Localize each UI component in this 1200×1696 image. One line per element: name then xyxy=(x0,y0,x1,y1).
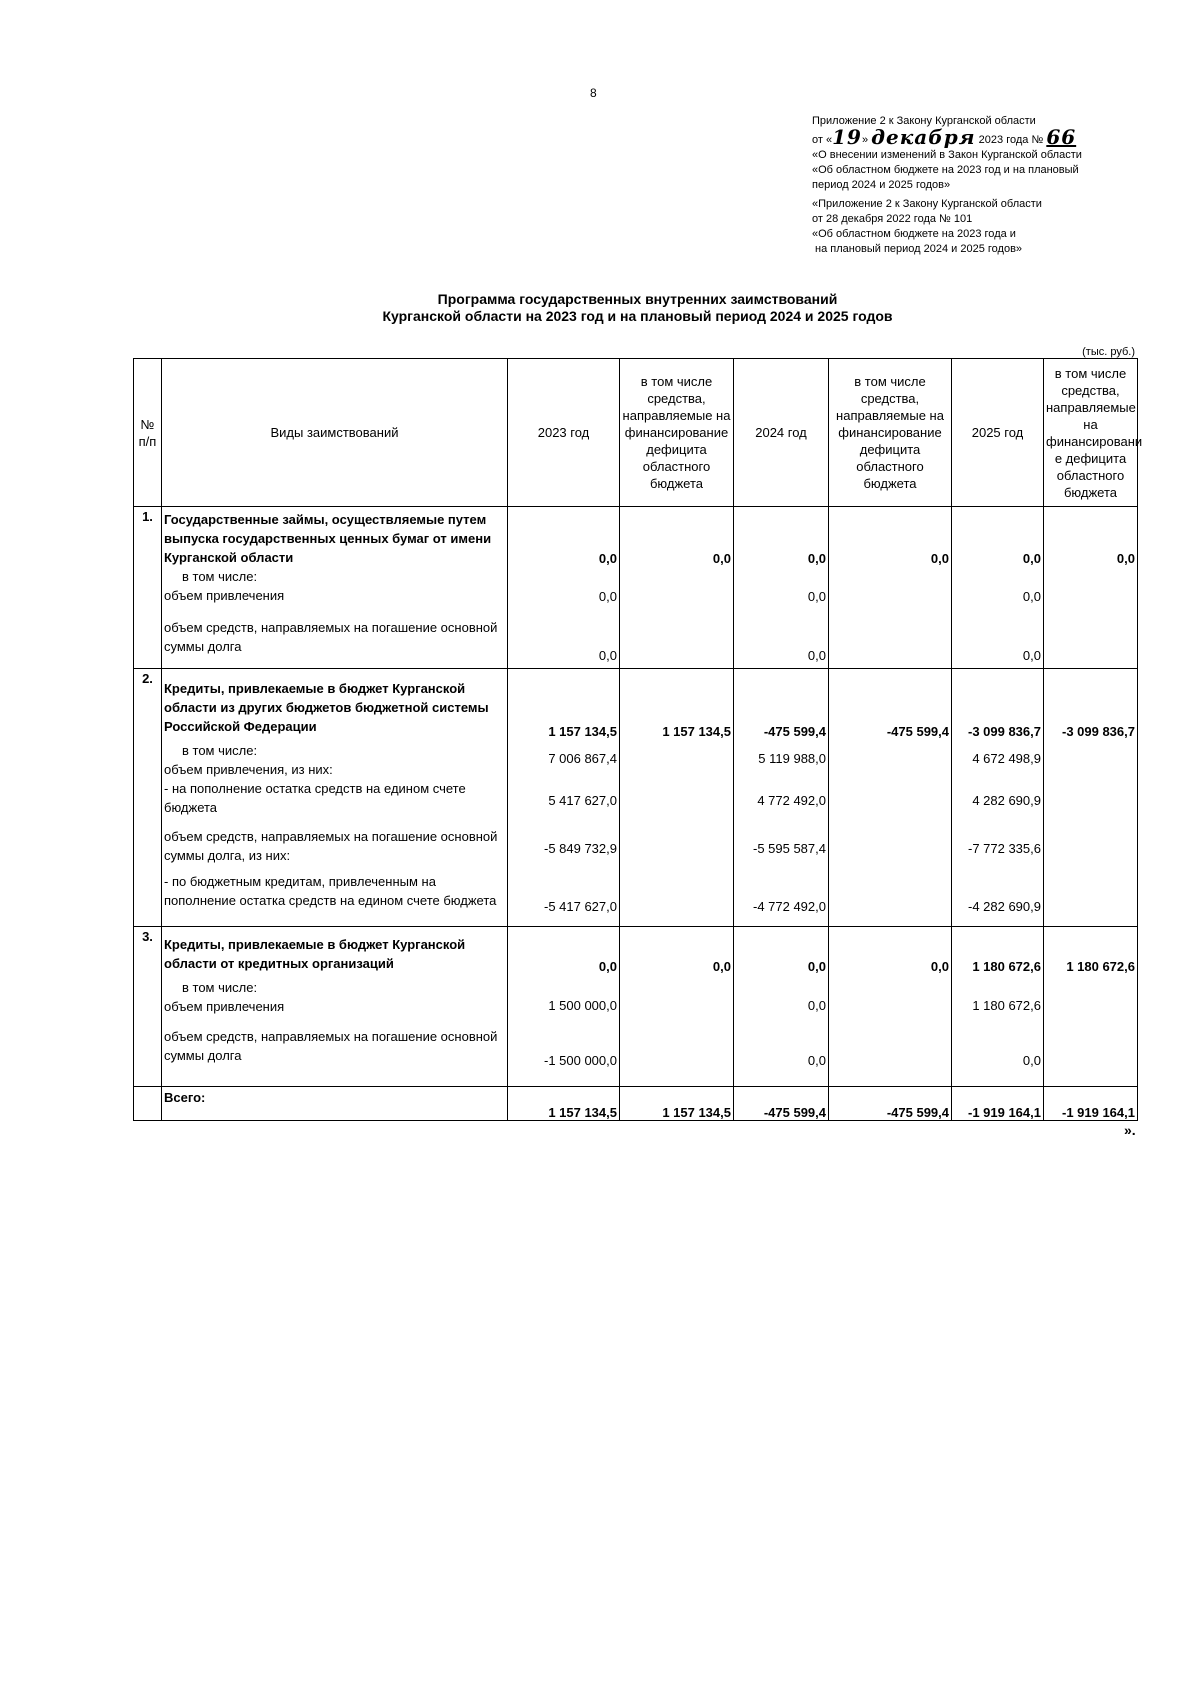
section-3-row-1-label: объем привлечения xyxy=(164,999,285,1014)
section-3-2024 xyxy=(734,927,829,1087)
header-date-prefix: от « xyxy=(812,134,833,146)
section-2-title: Кредиты, привлекаемые в бюджет Курганской области из других бюджетов бюджетной системы Российской Федерации xyxy=(164,681,489,734)
section-2-row-1-2024: 5 119 988,0 xyxy=(758,751,826,766)
section-3-row xyxy=(134,927,1138,1087)
units-label: (тыс. руб.) xyxy=(1082,346,1135,358)
header-line-3: «О внесении изменений в Закон Курганской области xyxy=(812,149,1082,161)
section-3-row-1-2025: 1 180 672,6 xyxy=(972,998,1041,1013)
col-header-2024: 2024 год xyxy=(734,359,829,507)
header-row xyxy=(134,359,1138,507)
section-1-deficit-2023 xyxy=(620,507,734,669)
section-3-total-deficit-2025: 1 180 672,6 xyxy=(1066,959,1135,974)
page-number: 8 xyxy=(590,86,597,100)
section-1-row-1-2025: 0,0 xyxy=(1022,589,1041,604)
section-1-total-2023: 0,0 xyxy=(598,551,617,566)
section-1-number: 1. xyxy=(134,507,162,669)
section-3-row-2-2025: 0,0 xyxy=(1022,1053,1041,1068)
section-1-total-2024: 0,0 xyxy=(807,551,826,566)
section-2-description xyxy=(162,669,508,927)
col-header-2025: 2025 год xyxy=(952,359,1044,507)
section-3-row-2-label: объем средств, направляемых на погашение основной суммы долга xyxy=(164,1029,498,1063)
appendix-header xyxy=(812,114,1082,193)
total-row xyxy=(134,1087,1138,1121)
section-2-row-4-2025: -4 282 690,9 xyxy=(967,899,1041,914)
header-line-2 xyxy=(812,125,1082,149)
section-1-total-deficit-2025: 0,0 xyxy=(1116,551,1135,566)
section-2-deficit-2025 xyxy=(1044,669,1138,927)
section-1-2025 xyxy=(952,507,1044,669)
section-3-row-1-2024: 0,0 xyxy=(807,998,826,1013)
section-2-number: 2. xyxy=(134,669,162,927)
total-label: Всего: xyxy=(162,1087,508,1121)
section-2-total-deficit-2024: -475 599,4 xyxy=(886,724,949,739)
section-3-total-2025: 1 180 672,6 xyxy=(972,959,1041,974)
section-2-row-1-2025: 4 672 498,9 xyxy=(972,751,1041,766)
section-3-row-2-2023: -1 500 000,0 xyxy=(543,1053,617,1068)
section-1-deficit-2024 xyxy=(829,507,952,669)
title-line-1: Программа государственных внутренних заимствований xyxy=(437,291,838,307)
header-line-5: период 2024 и 2025 годов» xyxy=(812,179,951,191)
section-1-row-1-2024: 0,0 xyxy=(807,589,826,604)
section-2-row-2-2025: 4 282 690,9 xyxy=(972,793,1041,808)
col-header-deficit-2025: в том числе средства, направляемые на финансировани е дефицита областного бюджета xyxy=(1044,359,1138,507)
section-2-2023 xyxy=(508,669,620,927)
title-line-2: Курганской области на 2023 год и на плановый период 2024 и 2025 годов xyxy=(382,308,893,324)
section-1-deficit-2025 xyxy=(1044,507,1138,669)
section-1-2024 xyxy=(734,507,829,669)
section-1-total-deficit-2024: 0,0 xyxy=(930,551,949,566)
header-line-1: Приложение 2 к Закону Курганской области xyxy=(812,115,1036,127)
section-1-row-2-2023: 0,0 xyxy=(598,648,617,663)
section-2-incl: в том числе: xyxy=(182,743,258,758)
section-2-total-2024: -475 599,4 xyxy=(763,724,826,739)
header-date-mid: » xyxy=(861,134,869,146)
total-number xyxy=(134,1087,162,1121)
section-3-total-2024: 0,0 xyxy=(807,959,826,974)
section-2-row-3-2023: -5 849 732,9 xyxy=(543,841,617,856)
document-title xyxy=(130,291,1145,325)
total-2025: -1 919 164,1 xyxy=(952,1087,1044,1121)
header-line-8: «Об областном бюджете на 2023 года и xyxy=(812,228,1016,240)
section-1-row-1-2023: 0,0 xyxy=(598,589,617,604)
original-appendix-header xyxy=(812,197,1042,257)
section-2-deficit-2024 xyxy=(829,669,952,927)
handwritten-day: 19 xyxy=(832,125,862,149)
col-header-deficit-2023: в том числе средства, направляемые на финансирование дефицита областного бюджета xyxy=(620,359,734,507)
section-3-deficit-2025 xyxy=(1044,927,1138,1087)
section-3-2025 xyxy=(952,927,1044,1087)
section-3-row-1-2023: 1 500 000,0 xyxy=(548,998,617,1013)
total-2023: 1 157 134,5 xyxy=(508,1087,620,1121)
section-1-row-2-2025: 0,0 xyxy=(1022,648,1041,663)
section-2-total-deficit-2025: -3 099 836,7 xyxy=(1061,724,1135,739)
section-2-row-2-2024: 4 772 492,0 xyxy=(757,793,826,808)
col-header-kind: Виды заимствований xyxy=(162,359,508,507)
section-2-row xyxy=(134,669,1138,927)
section-3-title: Кредиты, привлекаемые в бюджет Курганской области от кредитных организаций xyxy=(164,937,466,971)
header-line-9: на плановый период 2024 и 2025 годов» xyxy=(812,243,1023,255)
header-line-7: от 28 декабря 2022 года № 101 xyxy=(812,213,973,225)
section-2-2025 xyxy=(952,669,1044,927)
section-1-total-deficit-2023: 0,0 xyxy=(712,551,731,566)
header-line-4: «Об областном бюджете на 2023 год и на плановый xyxy=(812,164,1079,176)
section-2-total-2025: -3 099 836,7 xyxy=(967,724,1041,739)
section-2-row-2-label: - на пополнение остатка средств на едином счете бюджета xyxy=(164,781,466,815)
section-3-total-2023: 0,0 xyxy=(598,959,617,974)
col-header-num: № п/п xyxy=(134,359,162,507)
section-2-deficit-2023 xyxy=(620,669,734,927)
section-3-total-deficit-2024: 0,0 xyxy=(930,959,949,974)
section-2-row-4-2024: -4 772 492,0 xyxy=(752,899,826,914)
section-1-total-2025: 0,0 xyxy=(1022,551,1041,566)
col-header-2023: 2023 год xyxy=(508,359,620,507)
section-3-total-deficit-2023: 0,0 xyxy=(712,959,731,974)
section-1-row-1-label: объем привлечения xyxy=(164,588,285,603)
total-2024: -475 599,4 xyxy=(734,1087,829,1121)
section-2-row-4-2023: -5 417 627,0 xyxy=(543,899,617,914)
handwritten-number: 66 xyxy=(1046,125,1077,149)
section-3-incl: в том числе: xyxy=(182,980,258,995)
borrowing-table xyxy=(133,358,1143,1121)
section-3-row-2-2024: 0,0 xyxy=(807,1053,826,1068)
section-2-total-2023: 1 157 134,5 xyxy=(548,724,617,739)
section-2-2024 xyxy=(734,669,829,927)
section-2-row-1-label: объем привлечения, из них: xyxy=(164,762,333,777)
section-1-title: Государственные займы, осуществляемые путем выпуска государственных ценных бумаг от имени Курганской области xyxy=(164,512,492,565)
section-1-description xyxy=(162,507,508,669)
handwritten-month: декабря xyxy=(871,125,976,149)
section-1-row-2-2024: 0,0 xyxy=(807,648,826,663)
section-3-number: 3. xyxy=(134,927,162,1087)
section-1-2023 xyxy=(508,507,620,669)
header-line-6: «Приложение 2 к Закону Курганской области xyxy=(812,198,1042,210)
section-1-incl: в том числе: xyxy=(182,569,258,584)
section-2-row-4-label: - по бюджетным кредитам, привлеченным на пополнение остатка средств на едином счете бюджета xyxy=(164,874,497,908)
section-3-description xyxy=(162,927,508,1087)
section-1-row-2-label: объем средств, направляемых на погашение основной суммы долга xyxy=(164,620,498,654)
col-header-deficit-2024: в том числе средства, направляемые на финансирование дефицита областного бюджета xyxy=(829,359,952,507)
total-deficit-2023: 1 157 134,5 xyxy=(620,1087,734,1121)
header-year: 2023 года № xyxy=(978,134,1044,146)
section-2-row-2-2023: 5 417 627,0 xyxy=(548,793,617,808)
total-deficit-2025: -1 919 164,1 xyxy=(1044,1087,1138,1121)
section-2-row-1-2023: 7 006 867,4 xyxy=(548,751,617,766)
section-3-deficit-2024 xyxy=(829,927,952,1087)
section-2-row-3-2025: -7 772 335,6 xyxy=(967,841,1041,856)
closing-quote-mark: ». xyxy=(1124,1122,1136,1138)
section-3-2023 xyxy=(508,927,620,1087)
section-1-row xyxy=(134,507,1138,669)
section-2-total-deficit-2023: 1 157 134,5 xyxy=(662,724,731,739)
section-3-deficit-2023 xyxy=(620,927,734,1087)
section-2-row-3-2024: -5 595 587,4 xyxy=(752,841,826,856)
total-deficit-2024: -475 599,4 xyxy=(829,1087,952,1121)
section-2-row-3-label: объем средств, направляемых на погашение основной суммы долга, из них: xyxy=(164,829,498,863)
